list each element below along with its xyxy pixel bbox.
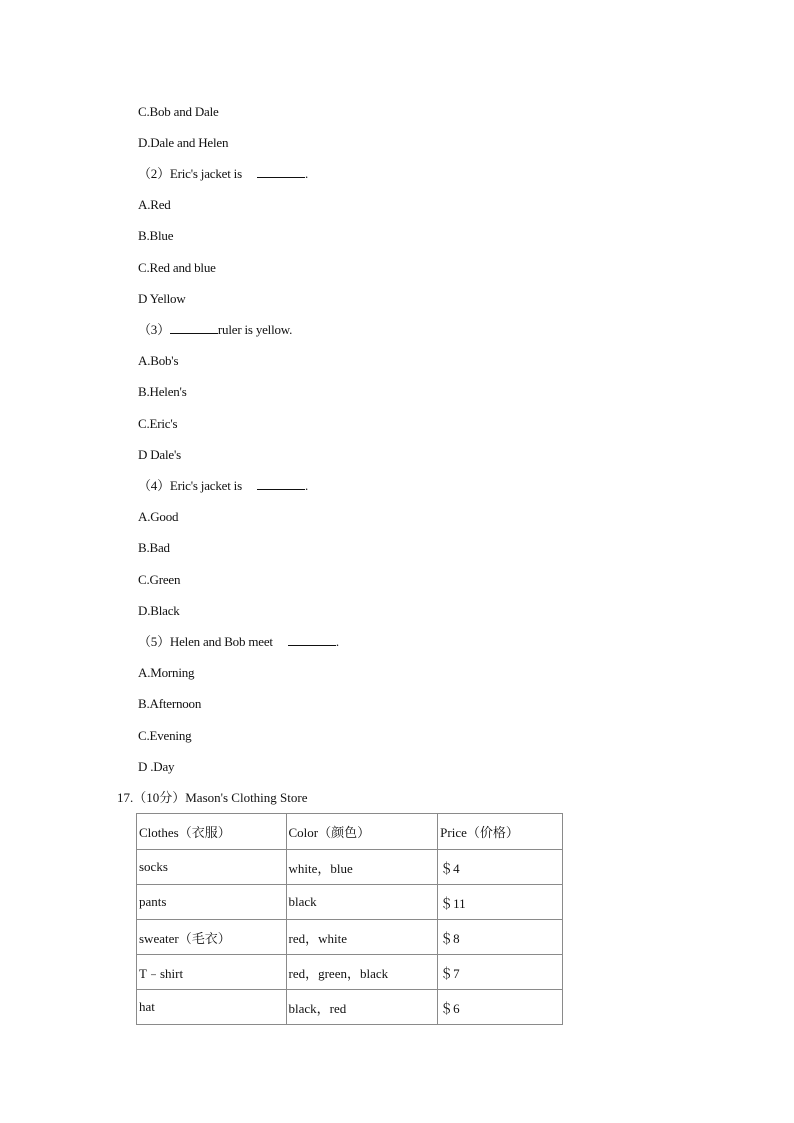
question-punct: . bbox=[335, 634, 339, 649]
table-cell: white，blue bbox=[286, 850, 438, 885]
table-cell: T﹣shirt bbox=[137, 955, 287, 990]
question-4 bbox=[138, 478, 308, 494]
option-line: C.Green bbox=[138, 572, 181, 587]
clothing-store-table bbox=[136, 813, 563, 1025]
question-5 bbox=[138, 634, 339, 650]
option-line: C.Eric's bbox=[138, 416, 178, 431]
table-cell: black bbox=[286, 885, 438, 920]
answer-blank[interactable] bbox=[257, 166, 305, 178]
table-header-cell: Price（价格） bbox=[438, 814, 563, 850]
question-punct: . bbox=[305, 478, 309, 493]
answer-blank[interactable] bbox=[257, 478, 305, 490]
option-line: C.Bob and Dale bbox=[138, 104, 219, 119]
option-line: C.Red and blue bbox=[138, 260, 216, 275]
table-row bbox=[137, 885, 563, 920]
answer-blank[interactable] bbox=[288, 634, 336, 646]
question-punct: . bbox=[305, 166, 309, 181]
table-cell: ＄4 bbox=[438, 850, 563, 885]
table-cell: ＄7 bbox=[438, 955, 563, 990]
option-line: D Yellow bbox=[138, 291, 186, 306]
table-header-cell: Color（颜色） bbox=[286, 814, 438, 850]
question-17-title: 17.（10分）Mason's Clothing Store bbox=[117, 790, 308, 805]
option-line: D Dale's bbox=[138, 447, 181, 462]
table-cell: ＄8 bbox=[438, 920, 563, 955]
table-header-row bbox=[137, 814, 563, 850]
table-cell: ＄11 bbox=[438, 885, 563, 920]
question-text: （4）Eric's jacket is bbox=[138, 478, 242, 493]
option-line: D.Black bbox=[138, 603, 180, 618]
option-line: D.Dale and Helen bbox=[138, 135, 229, 150]
question-text: （3） bbox=[138, 322, 170, 337]
table-cell: red，green，black bbox=[286, 955, 438, 990]
option-line: C.Evening bbox=[138, 728, 192, 743]
question-2 bbox=[138, 166, 308, 182]
option-line: B.Blue bbox=[138, 228, 174, 243]
table-cell: hat bbox=[137, 990, 287, 1025]
option-line: B.Afternoon bbox=[138, 696, 202, 711]
table-cell: ＄6 bbox=[438, 990, 563, 1025]
option-line: D .Day bbox=[138, 759, 175, 774]
table-cell: socks bbox=[137, 850, 287, 885]
option-line: B.Bad bbox=[138, 540, 170, 555]
table-row bbox=[137, 990, 563, 1025]
table-row bbox=[137, 850, 563, 885]
table-row bbox=[137, 920, 563, 955]
option-line: A.Good bbox=[138, 509, 179, 524]
table-cell: red，white bbox=[286, 920, 438, 955]
question-text: ruler is yellow. bbox=[217, 322, 293, 337]
question-3 bbox=[138, 322, 292, 338]
option-line: B.Helen's bbox=[138, 384, 187, 399]
table-cell: black，red bbox=[286, 990, 438, 1025]
table-row bbox=[137, 955, 563, 990]
option-line: A.Bob's bbox=[138, 353, 179, 368]
table-header-cell: Clothes（衣服） bbox=[137, 814, 287, 850]
table-cell: pants bbox=[137, 885, 287, 920]
table-cell: sweater（毛衣） bbox=[137, 920, 287, 955]
option-line: A.Morning bbox=[138, 665, 195, 680]
question-text: （5）Helen and Bob meet bbox=[138, 634, 273, 649]
option-line: A.Red bbox=[138, 197, 171, 212]
answer-blank[interactable] bbox=[170, 322, 218, 334]
question-text: （2）Eric's jacket is bbox=[138, 166, 242, 181]
